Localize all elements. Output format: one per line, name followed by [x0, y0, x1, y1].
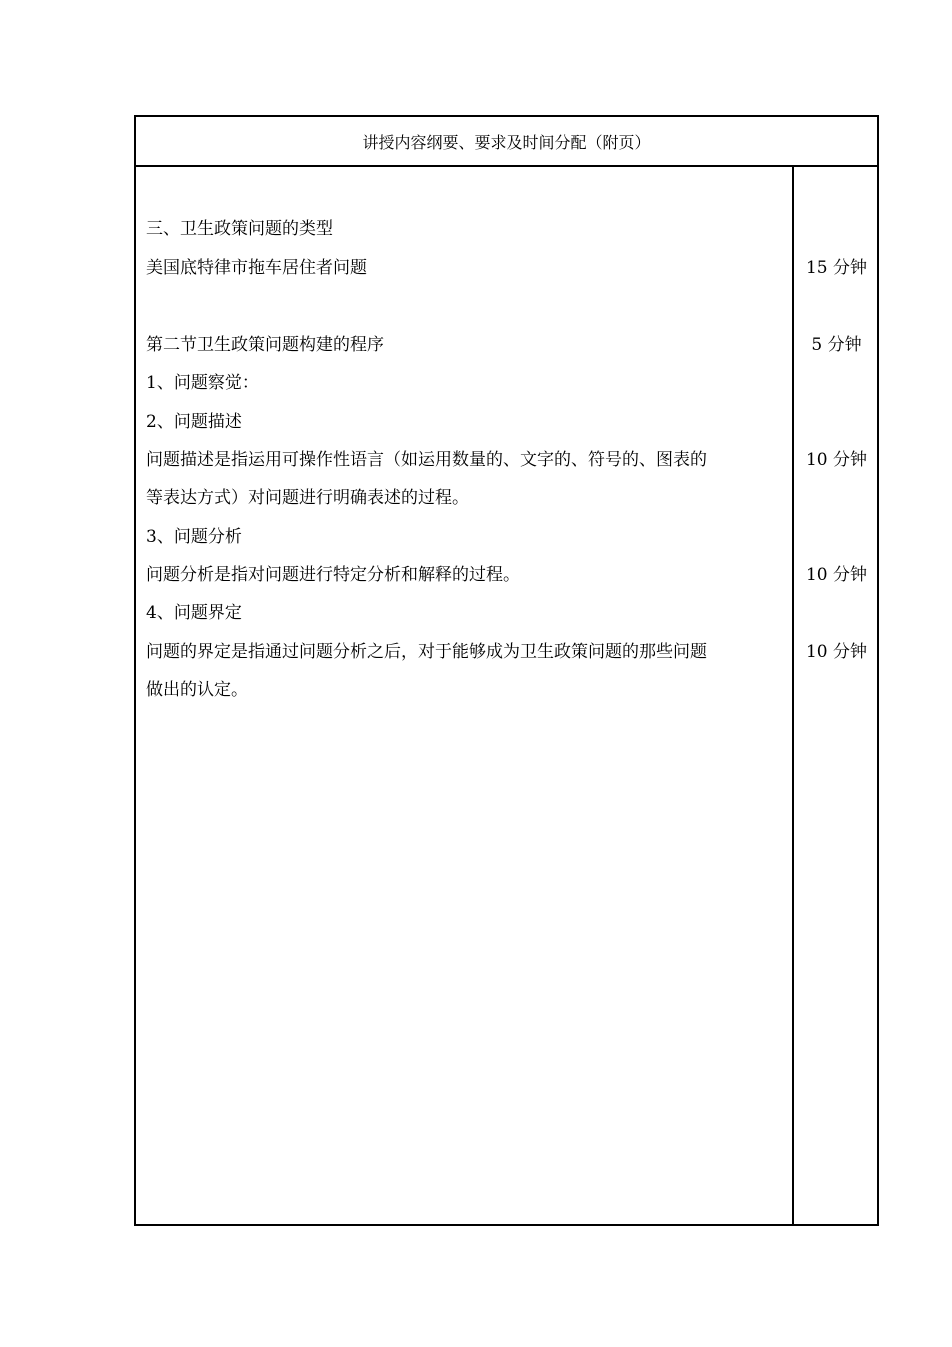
content-line: 问题分析是指对问题进行特定分析和解释的过程。: [146, 565, 520, 585]
content-line: 4、问题界定: [146, 603, 242, 623]
content-line: 1、问题察觉：: [146, 373, 259, 393]
content-line: 问题描述是指运用可操作性语言（如运用数量的、文字的、符号的、图表的: [146, 450, 707, 470]
content-line: 2、问题描述: [146, 412, 242, 432]
content-line: 做出的认定。: [146, 680, 248, 700]
column-divider: [792, 167, 794, 1224]
content-line: 等表达方式）对问题进行明确表述的过程。: [146, 488, 469, 508]
time-allocation: 5 分钟: [811, 335, 862, 355]
content-line: 三、卫生政策问题的类型: [146, 219, 333, 239]
content-line: 第二节卫生政策问题构建的程序: [146, 335, 384, 355]
table-header: [136, 117, 877, 167]
content-line: 问题的界定是指通过问题分析之后，对于能够成为卫生政策问题的那些问题: [146, 642, 707, 662]
time-allocation: 10 分钟: [805, 565, 868, 585]
time-allocation: 10 分钟: [805, 642, 868, 662]
content-line: 3、问题分析: [146, 527, 242, 547]
content-line: 美国底特律市拖车居住者问题: [146, 258, 367, 278]
syllabus-table: [134, 115, 879, 1226]
time-allocation: 10 分钟: [805, 450, 868, 470]
header-title: 讲授内容纲要、要求及时间分配（附页）: [362, 132, 651, 152]
time-allocation: 15 分钟: [805, 258, 868, 278]
